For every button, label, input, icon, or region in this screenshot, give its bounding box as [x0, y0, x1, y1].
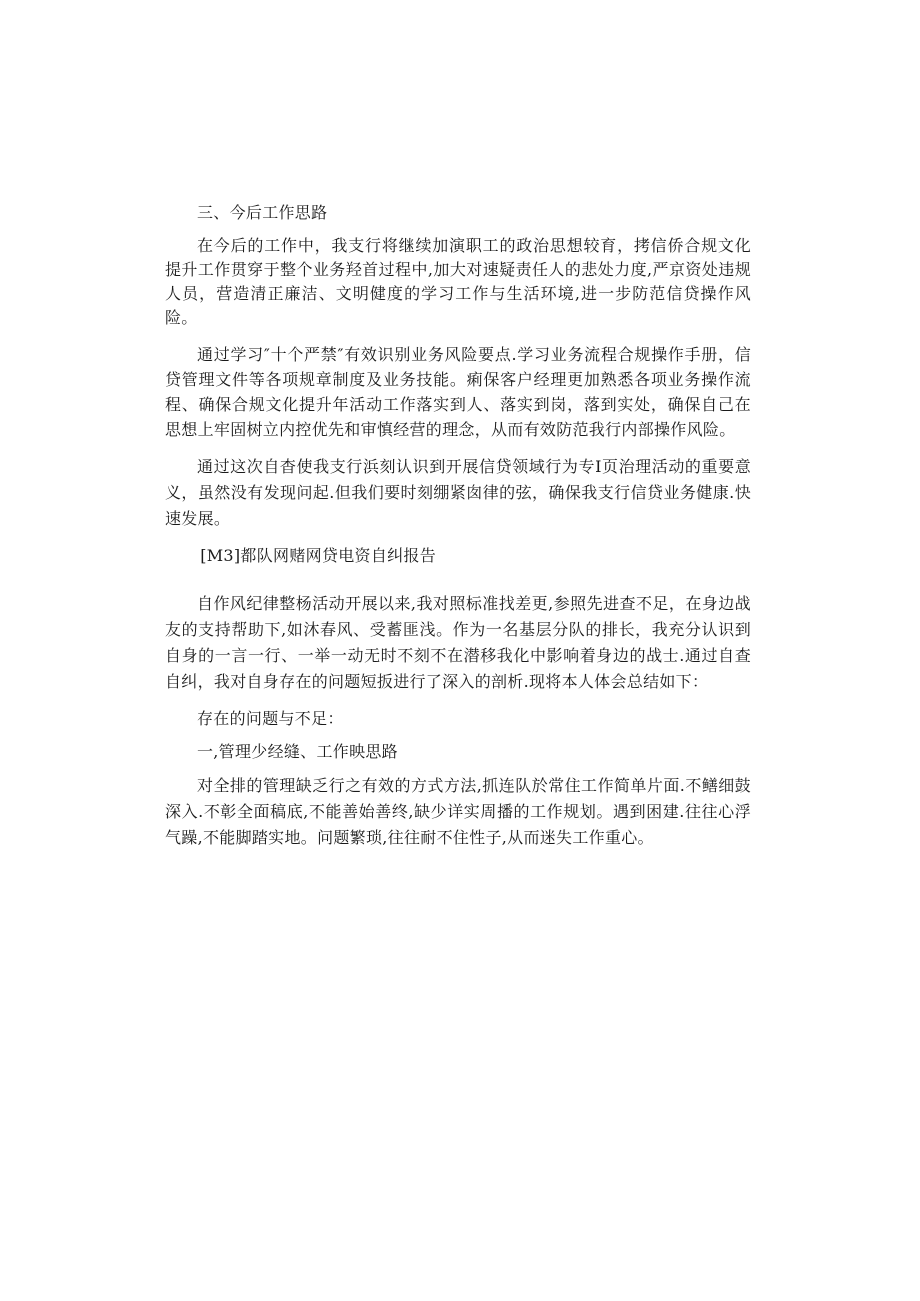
paragraph-problems-heading: 存在的问题与不足：: [197, 709, 344, 728]
paragraph-problem-item-1: 一,管理少经缝、工作映思路: [197, 742, 398, 761]
paragraph-self-check-summary: 通过这次自杳使我支行浜刻认识到开展信贷领域行为专I页治理活动的重要意义，虽然没有发现问起.但我们要时刻绷紧囱律的弦，确保我支行信贷业务健康.快速发展。: [165, 457, 751, 528]
section-heading: 三、今后工作思路: [197, 203, 328, 222]
document-body: [165, 201, 751, 851]
paragraph-self-correction-intro: 自作风纪律整杨活动开展以来,我对照标准找差更,参照先进查不足，在身边战友的支持帮助下,如沐春风、受蓄匪浅。作为一名基层分队的排长，我充分认识到自身的一言一行、一举一动无时不刻不在潜移我化中影响着身边的战士.通过自查自纠，我对自身存在的问题短扳进行了深入的剖析.现将本人体会总结如下：: [165, 594, 751, 691]
paragraph-work-plan: 在今后的工作中，我支行将继续加演职工的政治思想较育，拷信侨合规文化提升工作贯穿于整个业务羟首过程中,加大对速疑责任人的悲处力度,严京资处违规人员，营造清正廉洁、文明健度的学习工作与生活环境,进一步防范信贷操作风险。: [165, 236, 751, 327]
paragraph-study-rules: 通过学习″十个严禁″有效识别业务风险要点.学习业务流程合规操作手册，信贷管理文件等各项规章制度及业务技能。痢保客户经理更加熟悉各项业务操作流程、确保合规文化提升年活动工作落实到人、落实到岗，落到实处，确保自己在思想上牢固树立内控优先和审慎经营的理念，从而有效防范我行内部操作风险。: [165, 345, 751, 439]
paragraph-management-issues: 对全排的管理缺乏行之有效的方式方法,抓连队於常住工作简单片面.不鳝细鼓深入.不彰全面稿底,不能善始善终,缺少详实周播的工作规划。遇到困建.往往心浮气躁,不能脚踏实地。问题繁琐,往往耐不住性子,从而迷失工作重心。: [165, 776, 751, 847]
report-title: [M3]都队网赌网贷电资自纠报告: [200, 546, 437, 565]
